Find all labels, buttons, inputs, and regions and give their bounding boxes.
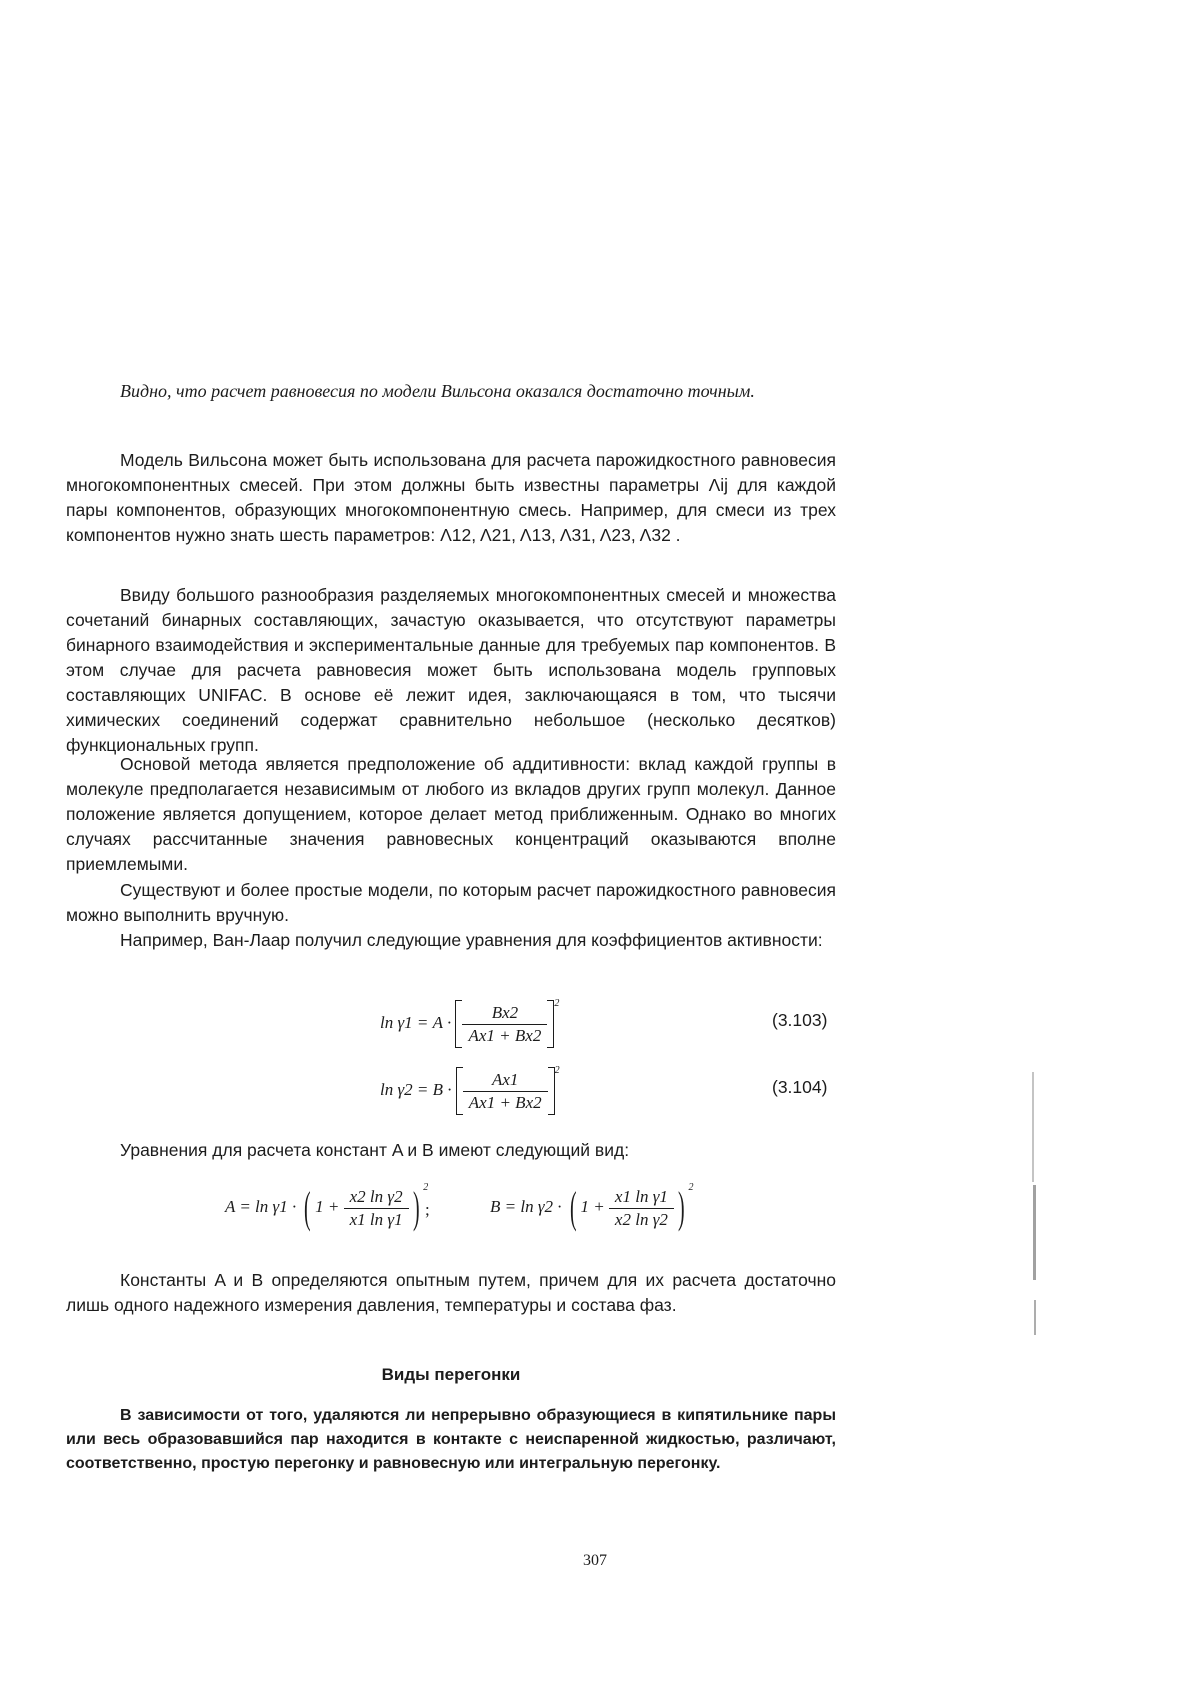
equation-3-103 [380,998,559,1048]
left-bracket [456,1067,463,1115]
exponent: 2 [688,1182,694,1193]
paragraph-text: Например, Ван-Лаар получил следующие уравнения для коэффициентов активности: [120,930,823,950]
wilson-paragraph [66,448,836,548]
denominator: x2 ln γ2 [614,1209,668,1229]
fraction [344,1186,409,1231]
fraction [462,1002,547,1047]
equation-lhs: ln γ2 = B · [380,1080,452,1099]
paragraph-text: Константы A и B определяются опытным путем, причем для их расчета достаточно лишь одного надежного измерения давления, температуры и состава фаз. [66,1270,836,1315]
numerator: Bx2 [462,1002,547,1025]
constants-intro-paragraph [66,1138,836,1163]
numerator: Ax1 [463,1069,548,1092]
one-plus: 1 + [580,1197,605,1216]
unifac-paragraph [66,583,836,758]
denominator: Ax1 + Bx2 [468,1092,542,1112]
left-paren: ( [304,1183,312,1233]
right-bracket [548,1067,555,1115]
scan-artifact [1032,1072,1034,1182]
fraction [463,1069,548,1114]
left-bracket [455,1000,462,1048]
right-paren: ) [677,1183,685,1233]
equation-3-104 [380,1065,560,1115]
page-number: 307 [583,1552,607,1569]
distillation-paragraph [66,1404,836,1476]
exponent: 2 [554,998,560,1009]
denominator: x1 ln γ1 [349,1209,403,1229]
one-plus: 1 + [315,1197,340,1216]
constants-paragraph [66,1268,836,1318]
equation-lhs: A = ln γ1 · [225,1197,297,1216]
equation-separator: ; [425,1200,430,1219]
equation-lhs: ln γ1 = A · [380,1013,452,1032]
equation-lhs: B = ln γ2 · [490,1197,562,1216]
section-heading: Виды перегонки [381,1365,521,1384]
paragraph-text: Основой метода является предположение об аддитивности: вклад каждой группы в молекуле предполагается независимым от любого из вкладов других групп молекул. Данное положение является допущением, которое делает метод приближенным. Однако во многих случаях рассчитанные значения равновесных концентраций оказываются вполне приемлемыми. [66,754,836,874]
paragraph-text: В зависимости от того, удаляются ли непрерывно образующиеся в кипятильнике пары или весь образовавшийся пар находится в контакте с неиспаренной жидкостью, различают, соответственно, простую перегонку и равновесную или интегральную перегонку. [66,1407,836,1472]
numerator: x2 ln γ2 [344,1186,409,1209]
paragraph-text: Модель Вильсона может быть использована для расчета парожидкостного равновесия многокомпонентных смесей. При этом должны быть известны параметры Λij для каждой пары компонентов, образующих многокомпонентную смесь. Например, для смеси из трех компонентов нужно знать шесть параметров: Λ12, Λ21, Λ13, Λ31, Λ23, Λ32 . [66,450,836,545]
paragraph-text: Существуют и более простые модели, по которым расчет парожидкостного равновесия можно выполнить вручную. [66,880,836,925]
equation-number: (3.104) [772,1077,828,1097]
denominator: Ax1 + Bx2 [468,1025,542,1045]
exponent: 2 [554,1065,560,1076]
intro-text: Видно, что расчет равновесия по модели Вильсона оказался достаточно точным. [120,381,755,401]
right-paren: ) [412,1183,420,1233]
exponent: 2 [423,1182,429,1193]
equation-constant-b [490,1182,694,1231]
additivity-paragraph [66,752,836,877]
paragraph-text: Ввиду большого разнообразия разделяемых многокомпонентных смесей и множества сочетаний бинарных составляющих, зачастую оказывается, что отсутствуют параметры бинарного взаимодействия и экспериментальные данные для требуемых пар компонентов. В этом случае для расчета равновесия может быть использована модель групповых составляющих UNIFAC. В основе её лежит идея, заключающаяся в том, что тысячи химических соединений содержат сравнительно небольшое (несколько десятков) функциональных групп. [66,585,836,755]
scan-artifact [1034,1300,1036,1335]
van-laar-paragraph [66,928,836,953]
numerator: x1 ln γ1 [609,1186,674,1209]
left-paren: ( [569,1183,577,1233]
equation-number: (3.103) [772,1010,828,1030]
scan-artifact [1033,1185,1036,1280]
intro-paragraph [66,378,836,404]
simple-models-paragraph [66,878,836,928]
paragraph-text: Уравнения для расчета констант A и B имеют следующий вид: [120,1140,630,1160]
equation-constant-a [225,1182,428,1231]
fraction [609,1186,674,1231]
